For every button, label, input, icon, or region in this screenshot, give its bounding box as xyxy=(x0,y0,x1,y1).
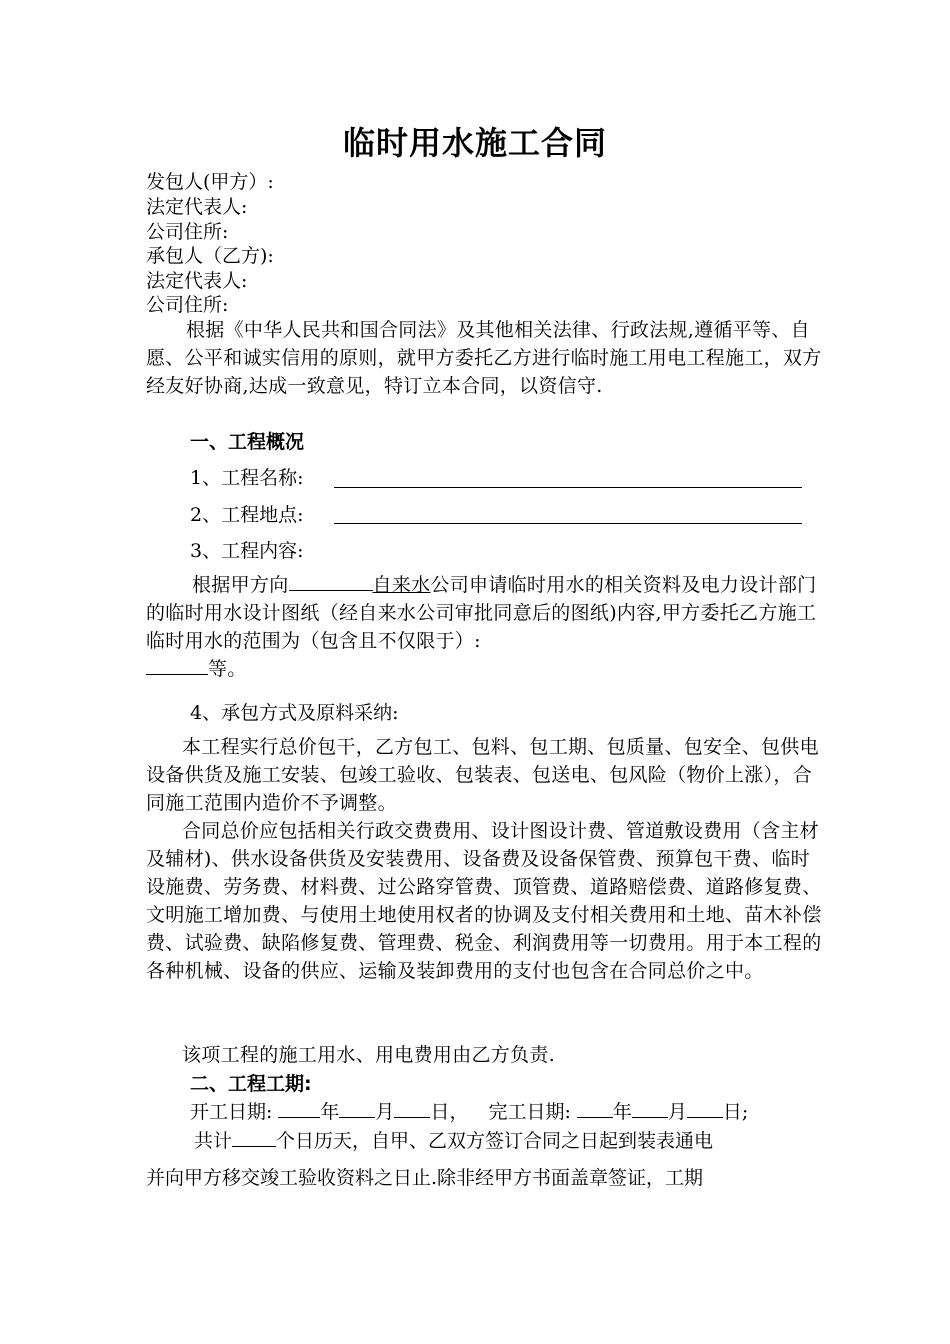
start-day-blank xyxy=(394,1099,430,1118)
content-blank xyxy=(289,572,373,591)
duration-line xyxy=(194,1128,713,1153)
utility-cost-paragraph: 该项工程的施工用水、用电费用由乙方负责. xyxy=(182,1044,556,1066)
start-month-blank xyxy=(339,1099,375,1118)
intro-paragraph: 根据《中华人民共和国合同法》及其他相关法律、行政法规,遵循平等、自愿、公平和诚实信用的原则，就甲方委托乙方进行临时施工用电工程施工，双方经友好协商,达成一致意见，特订立本合同，以资信守. xyxy=(146,319,822,397)
document-title: 临时用水施工合同 xyxy=(342,124,607,162)
end-year-label: 年 xyxy=(612,1101,632,1123)
party-a-line: 发包人(甲方）: xyxy=(146,171,274,193)
addr-b-line: 公司住所: xyxy=(146,294,229,316)
lump-sum-paragraph: 本工程实行总价包干，乙方包工、包料、包工期、包质量、包安全、包供电设备供货及施工安装、包竣工验收、包装表、包送电、包风险（物价上涨），合同施工范围内造价不予调整。 xyxy=(146,736,819,814)
content-text-end: 等。 xyxy=(208,658,247,680)
end-day-label: 日; xyxy=(722,1101,749,1123)
end-day-blank xyxy=(687,1099,723,1118)
scope-blank xyxy=(146,656,208,675)
content-underlined-word: 自来水 xyxy=(372,574,431,596)
section1-heading: 一、工程概况 xyxy=(190,431,305,453)
end-month-blank xyxy=(632,1099,668,1118)
duration-pre: 共计 xyxy=(194,1130,233,1152)
end-year-blank xyxy=(577,1099,613,1118)
end-month-label: 月 xyxy=(667,1101,687,1123)
start-year-blank xyxy=(278,1099,320,1118)
party-b-line: 承包人（乙方): xyxy=(146,245,274,267)
rep-a-line: 法定代表人: xyxy=(146,196,248,218)
project-name-label: 1、工程名称: xyxy=(190,467,304,489)
rep-b-line: 法定代表人: xyxy=(146,270,248,292)
end-date-label: 完工日期: xyxy=(488,1101,571,1123)
duration-post: 个日历天，自甲、乙双方签订合同之日起到装表通电 xyxy=(276,1130,714,1152)
section2-heading: 二、工程工期: xyxy=(190,1073,312,1095)
project-content-paragraph xyxy=(146,571,822,683)
schedule-dates-line xyxy=(190,1099,748,1124)
duration-blank xyxy=(232,1128,276,1147)
start-date-label: 开工日期: xyxy=(190,1101,273,1123)
content-text-pre: 根据甲方向 xyxy=(192,574,289,596)
start-year-label: 年 xyxy=(320,1101,340,1123)
start-month-label: 月 xyxy=(375,1101,395,1123)
start-day-label: 日， xyxy=(430,1101,469,1123)
total-price-paragraph: 合同总价应包括相关行政交费费用、设计图设计费、管道敷设费用（含主材及辅材)、供水设备供货及安装费用、设备费及设备保管费、预算包干费、临时设施费、劳务费、材料费、过公路穿管费、顶管费、道路赔偿费、道路修复费、文明施工增加费、与使用土地使用权者的协调及支付相关费用和土地、苗木补偿费、试验费、缺陷修复费、管理费、税金、利润费用等一切费用。用于本工程的各种机械、设备的供应、运输及装卸费用的支付也包含在合同总价之中。 xyxy=(146,820,822,982)
contract-method-label: 4、承包方式及原料采纳: xyxy=(190,702,399,724)
content-text-post: 公司申请临时用水的相关资料及电力设计部门的临时用水设计图纸（经自来水公司审批同意后的图纸)内容,甲方委托乙方施工临时用水的范围为（包含且不仅限于）: xyxy=(146,574,817,652)
project-content-label: 3、工程内容: xyxy=(190,540,304,562)
project-location-label: 2、工程地点: xyxy=(190,504,304,526)
project-name-blank xyxy=(334,487,802,488)
duration-continuation: 并向甲方移交竣工验收资料之日止.除非经甲方书面盖章签证，工期 xyxy=(146,1167,704,1189)
project-location-blank xyxy=(334,523,802,524)
addr-a-line: 公司住所: xyxy=(146,221,229,243)
